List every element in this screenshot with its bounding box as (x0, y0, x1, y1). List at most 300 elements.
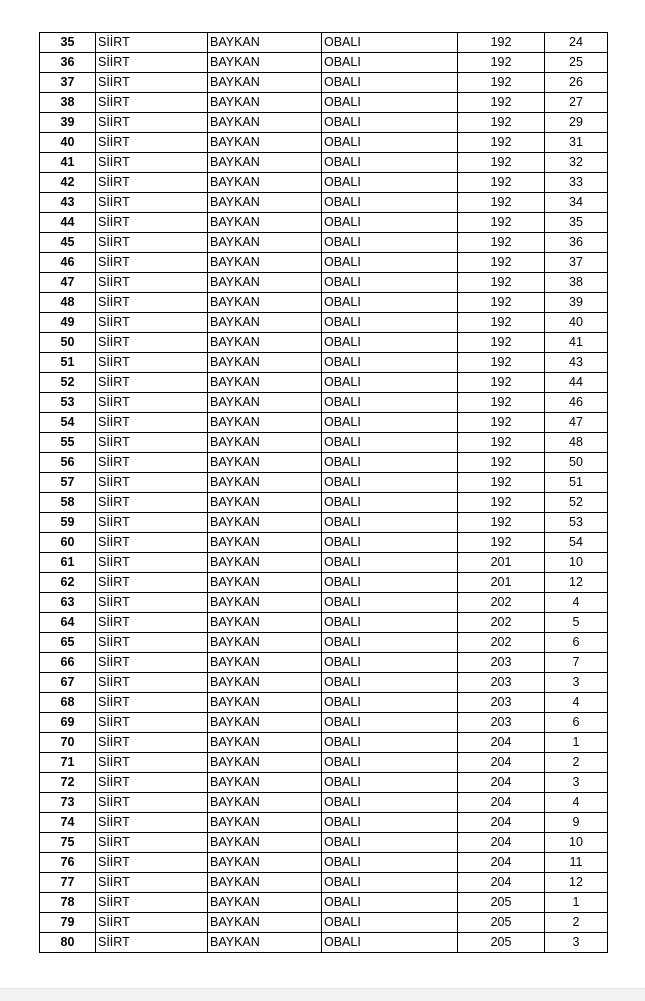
table-row (40, 593, 608, 613)
district-cell: BAYKAN (208, 753, 322, 773)
table-row (40, 473, 608, 493)
row-number-cell: 77 (40, 873, 96, 893)
block-number-cell: 205 (458, 933, 545, 953)
district-cell: BAYKAN (208, 533, 322, 553)
table-row (40, 413, 608, 433)
block-number-cell: 203 (458, 673, 545, 693)
block-number-cell: 204 (458, 793, 545, 813)
row-number-cell: 38 (40, 93, 96, 113)
district-cell: BAYKAN (208, 73, 322, 93)
block-number-cell: 192 (458, 393, 545, 413)
neighborhood-cell: OBALI (322, 153, 458, 173)
block-number-cell: 192 (458, 333, 545, 353)
block-number-cell: 192 (458, 53, 545, 73)
neighborhood-cell: OBALI (322, 793, 458, 813)
parcel-number-cell: 33 (545, 173, 608, 193)
province-cell: SİİRT (96, 733, 208, 753)
neighborhood-cell: OBALI (322, 233, 458, 253)
district-cell: BAYKAN (208, 193, 322, 213)
district-cell: BAYKAN (208, 813, 322, 833)
row-number-cell: 54 (40, 413, 96, 433)
row-number-cell: 59 (40, 513, 96, 533)
row-number-cell: 44 (40, 213, 96, 233)
parcel-number-cell: 2 (545, 913, 608, 933)
neighborhood-cell: OBALI (322, 473, 458, 493)
district-cell: BAYKAN (208, 393, 322, 413)
row-number-cell: 51 (40, 353, 96, 373)
neighborhood-cell: OBALI (322, 613, 458, 633)
province-cell: SİİRT (96, 493, 208, 513)
district-cell: BAYKAN (208, 853, 322, 873)
neighborhood-cell: OBALI (322, 573, 458, 593)
parcel-number-cell: 2 (545, 753, 608, 773)
row-number-cell: 46 (40, 253, 96, 273)
district-cell: BAYKAN (208, 433, 322, 453)
table-row (40, 313, 608, 333)
row-number-cell: 45 (40, 233, 96, 253)
table-row (40, 193, 608, 213)
block-number-cell: 192 (458, 513, 545, 533)
parcel-number-cell: 37 (545, 253, 608, 273)
neighborhood-cell: OBALI (322, 873, 458, 893)
province-cell: SİİRT (96, 433, 208, 453)
province-cell: SİİRT (96, 373, 208, 393)
neighborhood-cell: OBALI (322, 813, 458, 833)
row-number-cell: 55 (40, 433, 96, 453)
parcel-number-cell: 54 (545, 533, 608, 553)
table-row (40, 613, 608, 633)
province-cell: SİİRT (96, 773, 208, 793)
province-cell: SİİRT (96, 313, 208, 333)
district-cell: BAYKAN (208, 773, 322, 793)
district-cell: BAYKAN (208, 673, 322, 693)
table-row (40, 453, 608, 473)
district-cell: BAYKAN (208, 653, 322, 673)
province-cell: SİİRT (96, 913, 208, 933)
province-cell: SİİRT (96, 253, 208, 273)
viewer-bottom-strip (0, 988, 645, 1001)
row-number-cell: 78 (40, 893, 96, 913)
parcel-number-cell: 7 (545, 653, 608, 673)
table-row (40, 913, 608, 933)
parcel-number-cell: 3 (545, 933, 608, 953)
neighborhood-cell: OBALI (322, 273, 458, 293)
parcel-number-cell: 3 (545, 673, 608, 693)
table-row (40, 813, 608, 833)
neighborhood-cell: OBALI (322, 693, 458, 713)
table-row (40, 133, 608, 153)
parcel-number-cell: 29 (545, 113, 608, 133)
row-number-cell: 71 (40, 753, 96, 773)
table-row (40, 773, 608, 793)
block-number-cell: 204 (458, 753, 545, 773)
table-row (40, 653, 608, 673)
row-number-cell: 57 (40, 473, 96, 493)
parcel-number-cell: 36 (545, 233, 608, 253)
row-number-cell: 69 (40, 713, 96, 733)
row-number-cell: 75 (40, 833, 96, 853)
district-cell: BAYKAN (208, 893, 322, 913)
province-cell: SİİRT (96, 713, 208, 733)
neighborhood-cell: OBALI (322, 633, 458, 653)
district-cell: BAYKAN (208, 153, 322, 173)
parcel-number-cell: 24 (545, 33, 608, 53)
parcel-number-cell: 6 (545, 713, 608, 733)
neighborhood-cell: OBALI (322, 253, 458, 273)
province-cell: SİİRT (96, 73, 208, 93)
district-cell: BAYKAN (208, 353, 322, 373)
province-cell: SİİRT (96, 873, 208, 893)
table-row (40, 333, 608, 353)
province-cell: SİİRT (96, 653, 208, 673)
province-cell: SİİRT (96, 813, 208, 833)
district-cell: BAYKAN (208, 53, 322, 73)
row-number-cell: 63 (40, 593, 96, 613)
province-cell: SİİRT (96, 933, 208, 953)
parcel-number-cell: 43 (545, 353, 608, 373)
block-number-cell: 192 (458, 313, 545, 333)
block-number-cell: 205 (458, 913, 545, 933)
district-cell: BAYKAN (208, 413, 322, 433)
neighborhood-cell: OBALI (322, 833, 458, 853)
district-cell: BAYKAN (208, 273, 322, 293)
parcel-number-cell: 51 (545, 473, 608, 493)
block-number-cell: 202 (458, 593, 545, 613)
table-row (40, 513, 608, 533)
table-row (40, 833, 608, 853)
parcel-number-cell: 4 (545, 693, 608, 713)
district-cell: BAYKAN (208, 113, 322, 133)
district-cell: BAYKAN (208, 233, 322, 253)
neighborhood-cell: OBALI (322, 293, 458, 313)
neighborhood-cell: OBALI (322, 313, 458, 333)
parcel-number-cell: 48 (545, 433, 608, 453)
parcel-number-cell: 4 (545, 793, 608, 813)
neighborhood-cell: OBALI (322, 553, 458, 573)
table-row (40, 733, 608, 753)
block-number-cell: 192 (458, 113, 545, 133)
neighborhood-cell: OBALI (322, 533, 458, 553)
table-row (40, 213, 608, 233)
neighborhood-cell: OBALI (322, 133, 458, 153)
district-cell: BAYKAN (208, 693, 322, 713)
row-number-cell: 52 (40, 373, 96, 393)
block-number-cell: 192 (458, 233, 545, 253)
row-number-cell: 76 (40, 853, 96, 873)
block-number-cell: 192 (458, 293, 545, 313)
province-cell: SİİRT (96, 693, 208, 713)
neighborhood-cell: OBALI (322, 933, 458, 953)
table-row (40, 933, 608, 953)
row-number-cell: 41 (40, 153, 96, 173)
table-row (40, 673, 608, 693)
parcel-number-cell: 12 (545, 873, 608, 893)
row-number-cell: 47 (40, 273, 96, 293)
neighborhood-cell: OBALI (322, 673, 458, 693)
row-number-cell: 73 (40, 793, 96, 813)
table-row (40, 793, 608, 813)
district-cell: BAYKAN (208, 933, 322, 953)
block-number-cell: 204 (458, 833, 545, 853)
block-number-cell: 192 (458, 493, 545, 513)
district-cell: BAYKAN (208, 33, 322, 53)
province-cell: SİİRT (96, 113, 208, 133)
district-cell: BAYKAN (208, 133, 322, 153)
table-row (40, 533, 608, 553)
neighborhood-cell: OBALI (322, 333, 458, 353)
block-number-cell: 202 (458, 613, 545, 633)
district-cell: BAYKAN (208, 873, 322, 893)
block-number-cell: 204 (458, 733, 545, 753)
row-number-cell: 37 (40, 73, 96, 93)
parcel-number-cell: 12 (545, 573, 608, 593)
province-cell: SİİRT (96, 473, 208, 493)
block-number-cell: 204 (458, 853, 545, 873)
parcel-number-cell: 4 (545, 593, 608, 613)
province-cell: SİİRT (96, 633, 208, 653)
district-cell: BAYKAN (208, 553, 322, 573)
table-row (40, 33, 608, 53)
block-number-cell: 192 (458, 473, 545, 493)
province-cell: SİİRT (96, 353, 208, 373)
province-cell: SİİRT (96, 153, 208, 173)
parcel-number-cell: 38 (545, 273, 608, 293)
parcel-number-cell: 39 (545, 293, 608, 313)
parcel-number-cell: 46 (545, 393, 608, 413)
block-number-cell: 204 (458, 873, 545, 893)
block-number-cell: 192 (458, 73, 545, 93)
row-number-cell: 62 (40, 573, 96, 593)
neighborhood-cell: OBALI (322, 713, 458, 733)
block-number-cell: 192 (458, 353, 545, 373)
table-row (40, 53, 608, 73)
row-number-cell: 74 (40, 813, 96, 833)
table-row (40, 553, 608, 573)
neighborhood-cell: OBALI (322, 213, 458, 233)
province-cell: SİİRT (96, 393, 208, 413)
province-cell: SİİRT (96, 213, 208, 233)
block-number-cell: 192 (458, 253, 545, 273)
district-cell: BAYKAN (208, 913, 322, 933)
district-cell: BAYKAN (208, 613, 322, 633)
parcel-number-cell: 5 (545, 613, 608, 633)
table-row (40, 173, 608, 193)
table-row (40, 73, 608, 93)
block-number-cell: 192 (458, 33, 545, 53)
province-cell: SİİRT (96, 553, 208, 573)
block-number-cell: 205 (458, 893, 545, 913)
district-cell: BAYKAN (208, 573, 322, 593)
neighborhood-cell: OBALI (322, 173, 458, 193)
district-cell: BAYKAN (208, 293, 322, 313)
neighborhood-cell: OBALI (322, 853, 458, 873)
parcel-number-cell: 1 (545, 893, 608, 913)
block-number-cell: 192 (458, 433, 545, 453)
block-number-cell: 204 (458, 773, 545, 793)
neighborhood-cell: OBALI (322, 413, 458, 433)
district-cell: BAYKAN (208, 493, 322, 513)
block-number-cell: 204 (458, 813, 545, 833)
block-number-cell: 192 (458, 373, 545, 393)
block-number-cell: 192 (458, 133, 545, 153)
parcel-number-cell: 32 (545, 153, 608, 173)
row-number-cell: 66 (40, 653, 96, 673)
neighborhood-cell: OBALI (322, 113, 458, 133)
parcel-number-cell: 40 (545, 313, 608, 333)
province-cell: SİİRT (96, 753, 208, 773)
table-row (40, 393, 608, 413)
block-number-cell: 203 (458, 653, 545, 673)
parcel-number-cell: 34 (545, 193, 608, 213)
province-cell: SİİRT (96, 893, 208, 913)
parcel-number-cell: 9 (545, 813, 608, 833)
neighborhood-cell: OBALI (322, 73, 458, 93)
parcel-number-cell: 44 (545, 373, 608, 393)
district-cell: BAYKAN (208, 593, 322, 613)
row-number-cell: 40 (40, 133, 96, 153)
district-cell: BAYKAN (208, 633, 322, 653)
block-number-cell: 203 (458, 713, 545, 733)
neighborhood-cell: OBALI (322, 393, 458, 413)
neighborhood-cell: OBALI (322, 513, 458, 533)
row-number-cell: 61 (40, 553, 96, 573)
block-number-cell: 192 (458, 413, 545, 433)
neighborhood-cell: OBALI (322, 653, 458, 673)
parcel-number-cell: 26 (545, 73, 608, 93)
row-number-cell: 36 (40, 53, 96, 73)
row-number-cell: 64 (40, 613, 96, 633)
district-cell: BAYKAN (208, 473, 322, 493)
province-cell: SİİRT (96, 793, 208, 813)
row-number-cell: 70 (40, 733, 96, 753)
block-number-cell: 192 (458, 453, 545, 473)
parcel-number-cell: 47 (545, 413, 608, 433)
district-cell: BAYKAN (208, 253, 322, 273)
province-cell: SİİRT (96, 173, 208, 193)
district-cell: BAYKAN (208, 793, 322, 813)
parcel-number-cell: 31 (545, 133, 608, 153)
block-number-cell: 192 (458, 153, 545, 173)
block-number-cell: 192 (458, 533, 545, 553)
row-number-cell: 35 (40, 33, 96, 53)
neighborhood-cell: OBALI (322, 493, 458, 513)
province-cell: SİİRT (96, 513, 208, 533)
district-cell: BAYKAN (208, 333, 322, 353)
row-number-cell: 50 (40, 333, 96, 353)
block-number-cell: 192 (458, 273, 545, 293)
neighborhood-cell: OBALI (322, 753, 458, 773)
row-number-cell: 56 (40, 453, 96, 473)
parcel-number-cell: 52 (545, 493, 608, 513)
parcel-number-cell: 25 (545, 53, 608, 73)
province-cell: SİİRT (96, 613, 208, 633)
block-number-cell: 201 (458, 553, 545, 573)
row-number-cell: 49 (40, 313, 96, 333)
district-cell: BAYKAN (208, 453, 322, 473)
neighborhood-cell: OBALI (322, 53, 458, 73)
neighborhood-cell: OBALI (322, 93, 458, 113)
parcel-number-cell: 10 (545, 553, 608, 573)
province-cell: SİİRT (96, 233, 208, 253)
province-cell: SİİRT (96, 133, 208, 153)
table-row (40, 873, 608, 893)
table-row (40, 633, 608, 653)
table-row (40, 233, 608, 253)
row-number-cell: 48 (40, 293, 96, 313)
province-cell: SİİRT (96, 413, 208, 433)
province-cell: SİİRT (96, 533, 208, 553)
table-row (40, 253, 608, 273)
district-cell: BAYKAN (208, 213, 322, 233)
table-row (40, 153, 608, 173)
neighborhood-cell: OBALI (322, 353, 458, 373)
parcel-number-cell: 41 (545, 333, 608, 353)
parcel-table (39, 32, 608, 953)
row-number-cell: 72 (40, 773, 96, 793)
table-row (40, 493, 608, 513)
district-cell: BAYKAN (208, 713, 322, 733)
province-cell: SİİRT (96, 273, 208, 293)
row-number-cell: 58 (40, 493, 96, 513)
table-row (40, 93, 608, 113)
row-number-cell: 60 (40, 533, 96, 553)
neighborhood-cell: OBALI (322, 453, 458, 473)
table-row (40, 353, 608, 373)
province-cell: SİİRT (96, 293, 208, 313)
district-cell: BAYKAN (208, 93, 322, 113)
parcel-number-cell: 53 (545, 513, 608, 533)
district-cell: BAYKAN (208, 373, 322, 393)
block-number-cell: 192 (458, 213, 545, 233)
parcel-number-cell: 10 (545, 833, 608, 853)
neighborhood-cell: OBALI (322, 373, 458, 393)
table-row (40, 573, 608, 593)
province-cell: SİİRT (96, 453, 208, 473)
parcel-number-cell: 6 (545, 633, 608, 653)
province-cell: SİİRT (96, 333, 208, 353)
table-row (40, 373, 608, 393)
parcel-number-cell: 27 (545, 93, 608, 113)
row-number-cell: 39 (40, 113, 96, 133)
parcel-number-cell: 11 (545, 853, 608, 873)
row-number-cell: 79 (40, 913, 96, 933)
neighborhood-cell: OBALI (322, 733, 458, 753)
row-number-cell: 65 (40, 633, 96, 653)
province-cell: SİİRT (96, 33, 208, 53)
province-cell: SİİRT (96, 53, 208, 73)
neighborhood-cell: OBALI (322, 913, 458, 933)
row-number-cell: 53 (40, 393, 96, 413)
block-number-cell: 203 (458, 693, 545, 713)
row-number-cell: 43 (40, 193, 96, 213)
table-body (40, 33, 608, 953)
table-row (40, 853, 608, 873)
district-cell: BAYKAN (208, 313, 322, 333)
district-cell: BAYKAN (208, 833, 322, 853)
block-number-cell: 192 (458, 193, 545, 213)
province-cell: SİİRT (96, 193, 208, 213)
table-row (40, 293, 608, 313)
neighborhood-cell: OBALI (322, 433, 458, 453)
row-number-cell: 42 (40, 173, 96, 193)
table-row (40, 753, 608, 773)
province-cell: SİİRT (96, 593, 208, 613)
province-cell: SİİRT (96, 833, 208, 853)
parcel-number-cell: 3 (545, 773, 608, 793)
neighborhood-cell: OBALI (322, 33, 458, 53)
neighborhood-cell: OBALI (322, 893, 458, 913)
district-cell: BAYKAN (208, 733, 322, 753)
